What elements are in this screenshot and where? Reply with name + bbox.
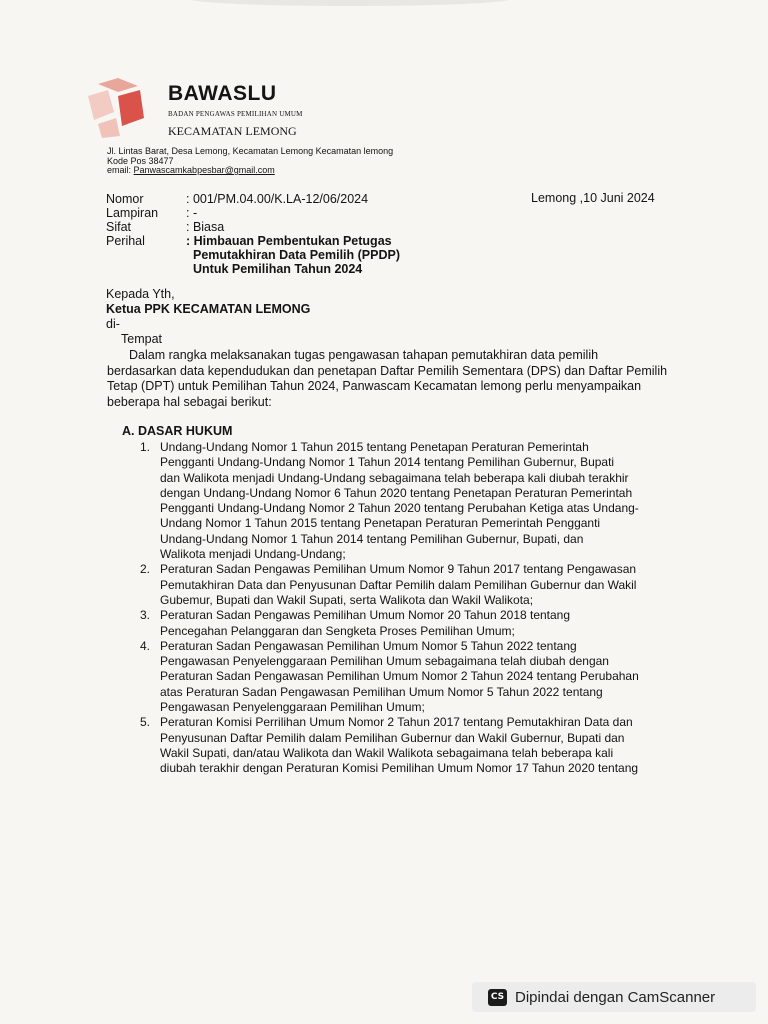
sifat-value: : Biasa — [186, 220, 225, 234]
item-line: Pengganti Undang-Undang Nomor 2 Tahun 2020 tentang Perubahan Ketiga atas Undang- — [160, 501, 639, 516]
item-line: Peraturan Sadan Pengawasan Pemilihan Umum Nomor 2 Tahun 2024 tentang Perubahan — [160, 669, 639, 684]
item-number: 5. — [140, 715, 151, 730]
item-line: Gubemur, Bupati dan Wakil Supati, serta Walikota dan Wakil Walikota; — [160, 592, 534, 607]
lampiran-label: Lampiran — [106, 206, 159, 220]
item-body — [160, 440, 658, 562]
item-line: Wakil Supati, dan/atau Walikota dan Wakil Walikota sebagaimana telah beberapa kali — [160, 745, 614, 760]
item-line: Undang-Undang Nomor 1 Tahun 2015 tentang Penetapan Peraturan Pemerintah — [160, 440, 589, 454]
org-subtitle: BADAN PENGAWAS PEMILIHAN UMUM — [168, 110, 303, 118]
org-name: BAWASLU — [168, 82, 277, 105]
item-line: Walikota menjadi Undang-Undang; — [160, 547, 346, 562]
section-title: A. DASAR HUKUM — [122, 424, 233, 438]
perihal-line: Pemutakhiran Data Pemilih (PPDP) — [193, 248, 401, 262]
recipient-name: Ketua PPK KECAMATAN LEMONG — [106, 302, 311, 316]
nomor-label: Nomor — [106, 192, 144, 206]
address-block — [107, 147, 393, 176]
letter-date: Lemong ,10 Juni 2024 — [531, 191, 655, 205]
item-line: atas Peraturan Sadan Pengawasan Pemilihan Umum Nomor 5 Tahun 2022 tentang — [160, 684, 603, 699]
paragraph-line: beberapa hal sebagai berikut: — [107, 394, 272, 409]
bawaslu-logo-icon — [84, 78, 148, 138]
watermark-text: Dipindai dengan CamScanner — [515, 988, 716, 1006]
item-line: Undang Nomor 1 Tahun 2015 tentang Penetapan Peraturan Pemerintah Pengganti — [160, 516, 601, 531]
paragraph-line: berdasarkan data kependudukan dan penetapan Daftar Pemilih Sementara (DPS) dan Daftar Pemilih — [107, 363, 668, 378]
email-label: email: — [107, 165, 132, 175]
item-line: dan Walikota menjadi Undang-Undang sebagaimana telah beberapa kali diubah terakhir — [160, 470, 629, 485]
item-line: Peraturan Sadan Pengawas Pemilihan Umum Nomor 20 Tahun 2018 tentang — [160, 608, 571, 623]
perihal-label: Perihal — [106, 234, 145, 248]
item-number: 2. — [140, 562, 151, 577]
perihal-line: Untuk Pemilihan Tahun 2024 — [193, 262, 363, 276]
item-line: Penyusunan Daftar Pemilih dalam Pemilihan Gubernur dan Wakil Gubernur, Bupati dan — [160, 730, 625, 745]
item-body — [160, 715, 658, 776]
paragraph-line: Tetap (DPT) untuk Pemilihan Tahun 2024, Panwascam Kecamatan lemong perlu menyampaikan — [107, 379, 642, 394]
email-line — [107, 166, 393, 176]
sifat-label: Sifat — [106, 220, 132, 234]
camscanner-icon: CS — [488, 989, 507, 1006]
item-body — [160, 562, 658, 608]
item-number: 3. — [140, 608, 151, 623]
perihal-line: : Himbauan Pembentukan Petugas — [186, 234, 392, 248]
recipient-greeting: Kepada Yth, — [106, 287, 175, 301]
item-line: Undang-Undang Nomor 1 Tahun 2014 tentang Pemilihan Gubernur, Bupati, dan — [160, 531, 584, 546]
paragraph-line: Dalam rangka melaksanakan tugas pengawasan tahapan pemutakhiran data pemilih — [129, 348, 599, 362]
recipient-di: di- — [106, 317, 120, 331]
item-number: 4. — [140, 638, 151, 653]
scan-artifact — [190, 0, 510, 6]
item-line: Pengganti Undang-Undang Nomor 1 Tahun 2014 tentang Pemilihan Gubernur, Bupati — [160, 455, 615, 470]
email-link[interactable]: Panwascamkabpesbar@gmail.com — [133, 165, 275, 175]
item-line: Peraturan Sadan Pengawasan Pemilihan Umum Nomor 5 Tahun 2022 tentang — [160, 638, 577, 653]
item-line: dengan Undang-Undang Nomor 6 Tahun 2020 tentang Penetapan Peraturan Pemerintah — [160, 485, 633, 500]
lampiran-value: : - — [186, 206, 198, 220]
item-line: Pengawasan Penyelenggaraan Pemilihan Umum sebagaimana telah diubah dengan — [160, 654, 609, 669]
item-line: Peraturan Komisi Perrilihan Umum Nomor 2 Tahun 2017 tentang Pemutakhiran Data dan — [160, 715, 633, 730]
intro-paragraph — [107, 348, 668, 410]
postal-code: Kode Pos 38477 — [107, 155, 174, 166]
item-line: diubah terakhir dengan Peraturan Komisi Pemilihan Umum Nomor 17 Tahun 2020 tentang — [160, 761, 639, 776]
org-unit: KECAMATAN LEMONG — [168, 124, 297, 138]
item-line: Pengawasan Penyelenggaraan Pemilihan Umum; — [160, 700, 425, 715]
item-line: Pemutakhiran Data dan Penyusunan Daftar Pemilih dalam Pemilihan Gubernur dan Wakil — [160, 577, 637, 592]
address-line: Jl. Lintas Barat, Desa Lemong, Kecamatan Lemong Kecamatan lemong — [107, 146, 394, 156]
recipient-place: Tempat — [121, 332, 162, 346]
item-line: Pencegahan Pelanggaran dan Sengketa Proses Pemilihan Umum; — [160, 623, 515, 638]
recipient-block — [106, 287, 310, 347]
item-body — [160, 608, 658, 639]
item-number: 1. — [140, 440, 151, 454]
item-body — [160, 639, 658, 715]
item-line: Peraturan Sadan Pengawas Pemilihan Umum Nomor 9 Tahun 2017 tentang Pengawasan — [160, 562, 637, 577]
nomor-value: : 001/PM.04.00/K.LA-12/06/2024 — [186, 192, 369, 206]
camscanner-watermark — [472, 982, 756, 1012]
